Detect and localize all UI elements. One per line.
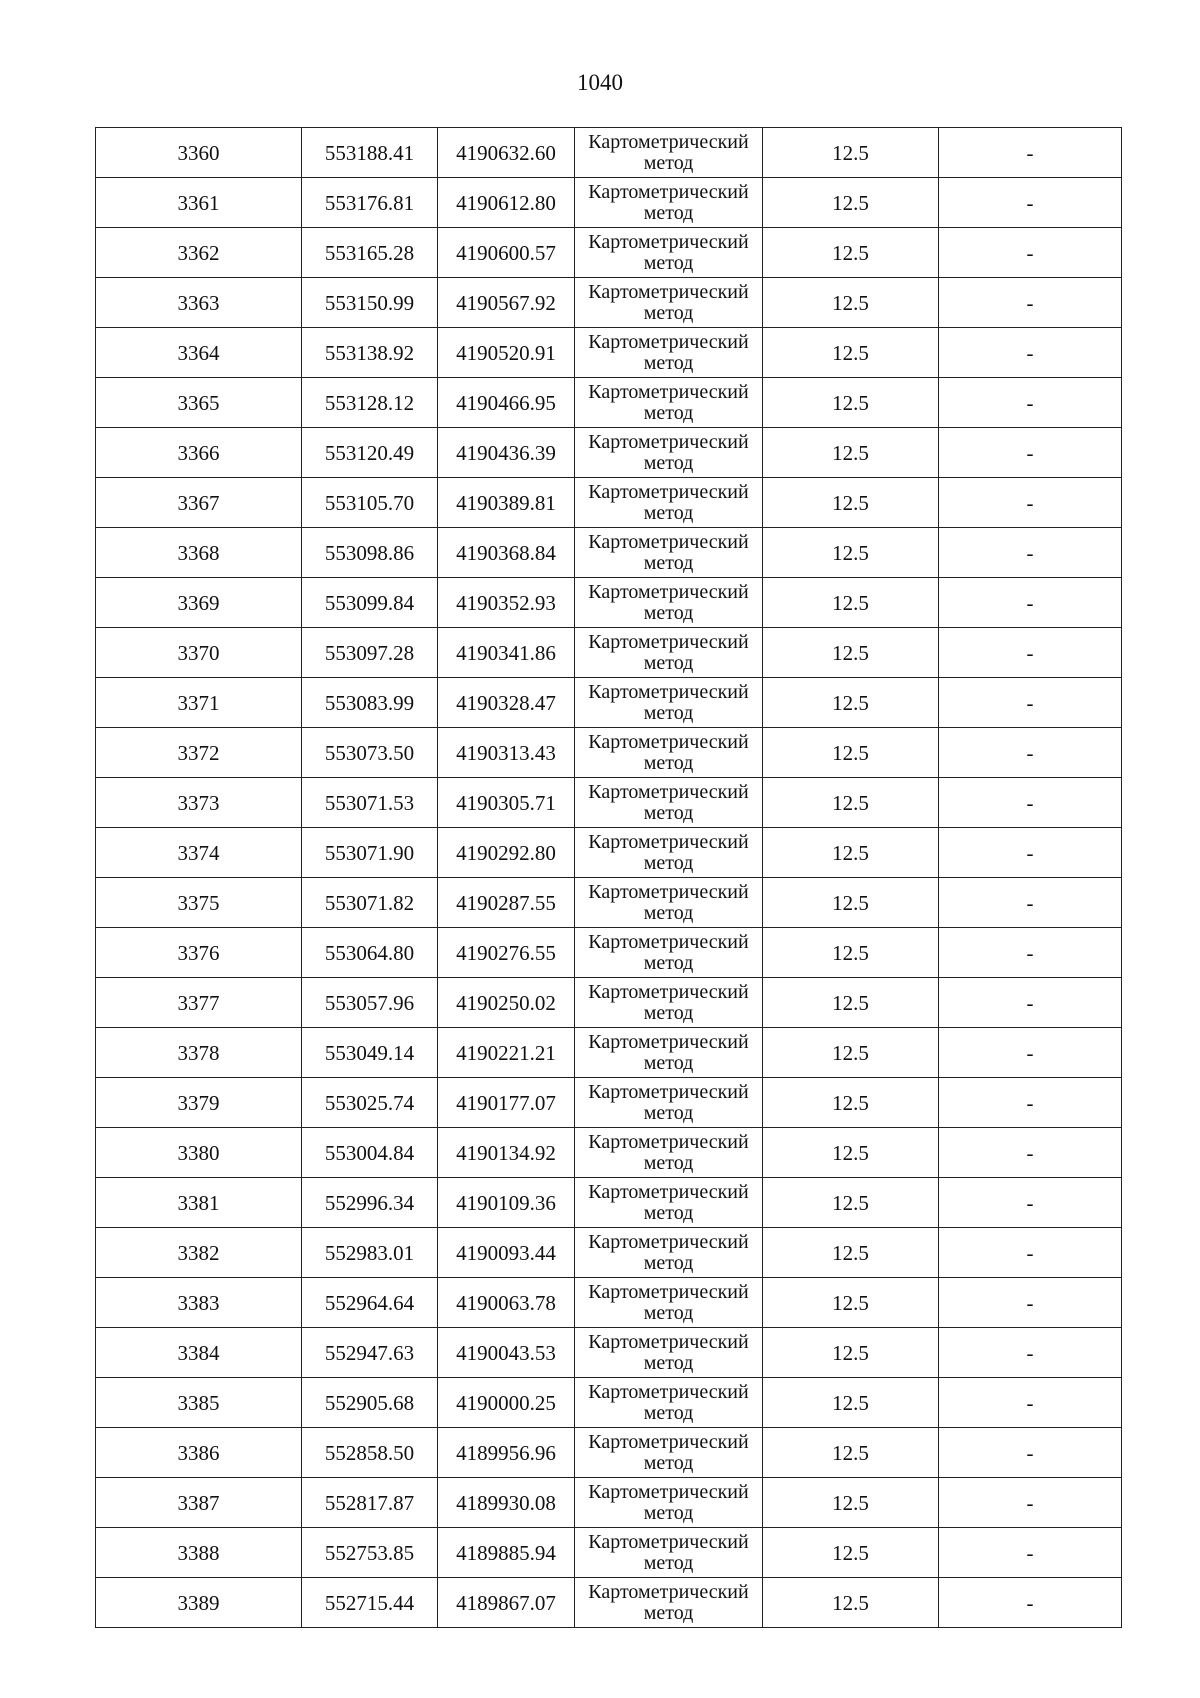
coordinates-table (95, 127, 1122, 1628)
x-coordinate-cell: 553150.99 (302, 278, 438, 328)
point-number-cell: 3365 (96, 378, 302, 428)
accuracy-cell: 12.5 (763, 1428, 939, 1478)
accuracy-cell: 12.5 (763, 928, 939, 978)
method-line-2: метод (643, 1451, 694, 1474)
accuracy-cell: 12.5 (763, 478, 939, 528)
note-cell: - (939, 928, 1122, 978)
y-coordinate-cell: 4190276.55 (438, 928, 575, 978)
table-row (96, 1078, 1122, 1128)
y-coordinate-cell: 4190389.81 (438, 478, 575, 528)
point-number-cell: 3373 (96, 778, 302, 828)
method-line-2: метод (643, 351, 694, 374)
y-coordinate-cell: 4190177.07 (438, 1078, 575, 1128)
page-number: 1040 (577, 70, 623, 95)
method-line-2: метод (643, 251, 694, 274)
method-cell (575, 428, 763, 478)
method-cell (575, 678, 763, 728)
note-cell: - (939, 128, 1122, 178)
method-line-1: Картометрический (588, 1530, 749, 1553)
accuracy-cell: 12.5 (763, 278, 939, 328)
note-cell: - (939, 1378, 1122, 1428)
method-line-1: Картометрический (588, 180, 749, 203)
y-coordinate-cell: 4190341.86 (438, 628, 575, 678)
method-cell (575, 1528, 763, 1578)
y-coordinate-cell: 4190287.55 (438, 878, 575, 928)
method-cell (575, 1328, 763, 1378)
method-cell (575, 578, 763, 628)
method-line-2: метод (643, 901, 694, 924)
method-line-2: метод (643, 401, 694, 424)
accuracy-cell: 12.5 (763, 678, 939, 728)
x-coordinate-cell: 553071.90 (302, 828, 438, 878)
method-line-2: метод (643, 1401, 694, 1424)
table-row (96, 678, 1122, 728)
x-coordinate-cell: 553176.81 (302, 178, 438, 228)
y-coordinate-cell: 4190352.93 (438, 578, 575, 628)
method-line-2: метод (643, 501, 694, 524)
y-coordinate-cell: 4190612.80 (438, 178, 575, 228)
y-coordinate-cell: 4190093.44 (438, 1228, 575, 1278)
x-coordinate-cell: 553071.82 (302, 878, 438, 928)
x-coordinate-cell: 552753.85 (302, 1528, 438, 1578)
note-cell: - (939, 1128, 1122, 1178)
note-cell: - (939, 478, 1122, 528)
note-cell: - (939, 1578, 1122, 1628)
accuracy-cell: 12.5 (763, 1228, 939, 1278)
point-number-cell: 3361 (96, 178, 302, 228)
method-cell (575, 1378, 763, 1428)
method-cell (575, 278, 763, 328)
table-row (96, 328, 1122, 378)
point-number-cell: 3372 (96, 728, 302, 778)
method-line-1: Картометрический (588, 780, 749, 803)
method-line-2: метод (643, 701, 694, 724)
x-coordinate-cell: 553064.80 (302, 928, 438, 978)
method-cell (575, 1478, 763, 1528)
point-number-cell: 3388 (96, 1528, 302, 1578)
accuracy-cell: 12.5 (763, 1028, 939, 1078)
method-line-1: Картометрический (588, 980, 749, 1003)
table-row (96, 1478, 1122, 1528)
y-coordinate-cell: 4190250.02 (438, 978, 575, 1028)
x-coordinate-cell: 553105.70 (302, 478, 438, 528)
accuracy-cell: 12.5 (763, 1478, 939, 1528)
method-line-2: метод (643, 801, 694, 824)
method-cell (575, 128, 763, 178)
accuracy-cell: 12.5 (763, 1578, 939, 1628)
method-cell (575, 378, 763, 428)
note-cell: - (939, 828, 1122, 878)
method-line-1: Картометрический (588, 330, 749, 353)
accuracy-cell: 12.5 (763, 378, 939, 428)
table-row (96, 178, 1122, 228)
accuracy-cell: 12.5 (763, 328, 939, 378)
method-line-1: Картометрический (588, 1330, 749, 1353)
x-coordinate-cell: 552905.68 (302, 1378, 438, 1428)
note-cell: - (939, 1478, 1122, 1528)
y-coordinate-cell: 4190632.60 (438, 128, 575, 178)
table-row (96, 1178, 1122, 1228)
method-cell (575, 528, 763, 578)
point-number-cell: 3362 (96, 228, 302, 278)
note-cell: - (939, 878, 1122, 928)
note-cell: - (939, 628, 1122, 678)
x-coordinate-cell: 553165.28 (302, 228, 438, 278)
x-coordinate-cell: 553128.12 (302, 378, 438, 428)
y-coordinate-cell: 4190000.25 (438, 1378, 575, 1428)
table-row (96, 878, 1122, 928)
note-cell: - (939, 178, 1122, 228)
x-coordinate-cell: 552858.50 (302, 1428, 438, 1478)
x-coordinate-cell: 553138.92 (302, 328, 438, 378)
y-coordinate-cell: 4190328.47 (438, 678, 575, 728)
note-cell: - (939, 378, 1122, 428)
accuracy-cell: 12.5 (763, 1128, 939, 1178)
method-cell (575, 1028, 763, 1078)
method-line-1: Картометрический (588, 1180, 749, 1203)
note-cell: - (939, 428, 1122, 478)
point-number-cell: 3374 (96, 828, 302, 878)
method-line-1: Картометрический (588, 1380, 749, 1403)
accuracy-cell: 12.5 (763, 128, 939, 178)
method-cell (575, 1578, 763, 1628)
method-line-2: метод (643, 1551, 694, 1574)
y-coordinate-cell: 4190305.71 (438, 778, 575, 828)
accuracy-cell: 12.5 (763, 178, 939, 228)
method-line-1: Картометрический (588, 1030, 749, 1053)
method-line-1: Картометрический (588, 730, 749, 753)
method-line-2: метод (643, 1501, 694, 1524)
method-cell (575, 928, 763, 978)
method-cell (575, 1128, 763, 1178)
point-number-cell: 3380 (96, 1128, 302, 1178)
method-line-1: Картометрический (588, 130, 749, 153)
table-row (96, 1228, 1122, 1278)
method-cell (575, 828, 763, 878)
point-number-cell: 3369 (96, 578, 302, 628)
method-cell (575, 328, 763, 378)
method-line-2: метод (643, 1601, 694, 1624)
note-cell: - (939, 1228, 1122, 1278)
method-cell (575, 228, 763, 278)
method-line-1: Картометрический (588, 380, 749, 403)
x-coordinate-cell: 553097.28 (302, 628, 438, 678)
note-cell: - (939, 328, 1122, 378)
point-number-cell: 3367 (96, 478, 302, 528)
method-line-2: метод (643, 301, 694, 324)
note-cell: - (939, 1278, 1122, 1328)
table-row (96, 1028, 1122, 1078)
point-number-cell: 3387 (96, 1478, 302, 1528)
accuracy-cell: 12.5 (763, 878, 939, 928)
method-line-2: метод (643, 551, 694, 574)
x-coordinate-cell: 553049.14 (302, 1028, 438, 1078)
point-number-cell: 3386 (96, 1428, 302, 1478)
table-row (96, 228, 1122, 278)
method-line-2: метод (643, 1001, 694, 1024)
accuracy-cell: 12.5 (763, 1528, 939, 1578)
y-coordinate-cell: 4190292.80 (438, 828, 575, 878)
accuracy-cell: 12.5 (763, 728, 939, 778)
note-cell: - (939, 778, 1122, 828)
note-cell: - (939, 728, 1122, 778)
y-coordinate-cell: 4190043.53 (438, 1328, 575, 1378)
method-line-2: метод (643, 201, 694, 224)
method-line-2: метод (643, 1151, 694, 1174)
method-line-2: метод (643, 851, 694, 874)
method-cell (575, 1278, 763, 1328)
method-line-1: Картометрический (588, 1430, 749, 1453)
point-number-cell: 3377 (96, 978, 302, 1028)
method-line-1: Картометрический (588, 1230, 749, 1253)
accuracy-cell: 12.5 (763, 1328, 939, 1378)
method-cell (575, 1178, 763, 1228)
point-number-cell: 3360 (96, 128, 302, 178)
table-row (96, 1128, 1122, 1178)
note-cell: - (939, 1528, 1122, 1578)
point-number-cell: 3384 (96, 1328, 302, 1378)
table-row (96, 1428, 1122, 1478)
point-number-cell: 3383 (96, 1278, 302, 1328)
method-line-1: Картометрический (588, 230, 749, 253)
method-line-1: Картометрический (588, 480, 749, 503)
method-line-1: Картометрический (588, 430, 749, 453)
y-coordinate-cell: 4190567.92 (438, 278, 575, 328)
x-coordinate-cell: 552983.01 (302, 1228, 438, 1278)
x-coordinate-cell: 553083.99 (302, 678, 438, 728)
table-row (96, 978, 1122, 1028)
table-row (96, 1378, 1122, 1428)
y-coordinate-cell: 4190520.91 (438, 328, 575, 378)
method-line-1: Картометрический (588, 530, 749, 553)
method-cell (575, 728, 763, 778)
y-coordinate-cell: 4190221.21 (438, 1028, 575, 1078)
point-number-cell: 3375 (96, 878, 302, 928)
accuracy-cell: 12.5 (763, 428, 939, 478)
point-number-cell: 3379 (96, 1078, 302, 1128)
table-row (96, 1528, 1122, 1578)
note-cell: - (939, 1178, 1122, 1228)
method-cell (575, 628, 763, 678)
y-coordinate-cell: 4190466.95 (438, 378, 575, 428)
point-number-cell: 3363 (96, 278, 302, 328)
y-coordinate-cell: 4189956.96 (438, 1428, 575, 1478)
y-coordinate-cell: 4190134.92 (438, 1128, 575, 1178)
y-coordinate-cell: 4190436.39 (438, 428, 575, 478)
accuracy-cell: 12.5 (763, 528, 939, 578)
x-coordinate-cell: 553120.49 (302, 428, 438, 478)
method-line-2: метод (643, 151, 694, 174)
point-number-cell: 3381 (96, 1178, 302, 1228)
point-number-cell: 3385 (96, 1378, 302, 1428)
table-row (96, 928, 1122, 978)
note-cell: - (939, 278, 1122, 328)
method-line-1: Картометрический (588, 630, 749, 653)
method-line-1: Картометрический (588, 1080, 749, 1103)
method-cell (575, 878, 763, 928)
x-coordinate-cell: 553004.84 (302, 1128, 438, 1178)
x-coordinate-cell: 552947.63 (302, 1328, 438, 1378)
method-line-2: метод (643, 1351, 694, 1374)
table-row (96, 728, 1122, 778)
table-row (96, 828, 1122, 878)
accuracy-cell: 12.5 (763, 228, 939, 278)
method-line-1: Картометрический (588, 880, 749, 903)
accuracy-cell: 12.5 (763, 1078, 939, 1128)
method-line-2: метод (643, 601, 694, 624)
table-row (96, 428, 1122, 478)
method-line-2: метод (643, 1251, 694, 1274)
table-row (96, 578, 1122, 628)
method-line-1: Картометрический (588, 580, 749, 603)
method-line-2: метод (643, 1051, 694, 1074)
y-coordinate-cell: 4190109.36 (438, 1178, 575, 1228)
table-row (96, 1328, 1122, 1378)
note-cell: - (939, 528, 1122, 578)
note-cell: - (939, 1078, 1122, 1128)
accuracy-cell: 12.5 (763, 778, 939, 828)
accuracy-cell: 12.5 (763, 628, 939, 678)
accuracy-cell: 12.5 (763, 1178, 939, 1228)
y-coordinate-cell: 4190368.84 (438, 528, 575, 578)
note-cell: - (939, 978, 1122, 1028)
accuracy-cell: 12.5 (763, 578, 939, 628)
point-number-cell: 3370 (96, 628, 302, 678)
method-cell (575, 778, 763, 828)
method-line-1: Картометрический (588, 930, 749, 953)
table-row (96, 1278, 1122, 1328)
table-row (96, 278, 1122, 328)
note-cell: - (939, 1028, 1122, 1078)
point-number-cell: 3368 (96, 528, 302, 578)
accuracy-cell: 12.5 (763, 978, 939, 1028)
method-cell (575, 1428, 763, 1478)
note-cell: - (939, 1328, 1122, 1378)
method-line-2: метод (643, 1301, 694, 1324)
x-coordinate-cell: 553099.84 (302, 578, 438, 628)
y-coordinate-cell: 4190600.57 (438, 228, 575, 278)
table-row (96, 778, 1122, 828)
table-row (96, 128, 1122, 178)
y-coordinate-cell: 4190313.43 (438, 728, 575, 778)
table-row (96, 378, 1122, 428)
method-line-1: Картометрический (588, 1130, 749, 1153)
note-cell: - (939, 228, 1122, 278)
method-line-2: метод (643, 951, 694, 974)
method-cell (575, 178, 763, 228)
accuracy-cell: 12.5 (763, 1278, 939, 1328)
method-line-2: метод (643, 751, 694, 774)
x-coordinate-cell: 553188.41 (302, 128, 438, 178)
method-cell (575, 1078, 763, 1128)
method-line-1: Картометрический (588, 1580, 749, 1603)
accuracy-cell: 12.5 (763, 1378, 939, 1428)
note-cell: - (939, 1428, 1122, 1478)
method-line-2: метод (643, 1101, 694, 1124)
method-line-2: метод (643, 451, 694, 474)
method-line-1: Картометрический (588, 1480, 749, 1503)
method-line-1: Картометрический (588, 830, 749, 853)
table-row (96, 628, 1122, 678)
x-coordinate-cell: 553057.96 (302, 978, 438, 1028)
point-number-cell: 3371 (96, 678, 302, 728)
method-line-1: Картометрический (588, 680, 749, 703)
point-number-cell: 3389 (96, 1578, 302, 1628)
accuracy-cell: 12.5 (763, 828, 939, 878)
point-number-cell: 3364 (96, 328, 302, 378)
x-coordinate-cell: 552715.44 (302, 1578, 438, 1628)
table-row (96, 528, 1122, 578)
x-coordinate-cell: 552964.64 (302, 1278, 438, 1328)
point-number-cell: 3376 (96, 928, 302, 978)
y-coordinate-cell: 4190063.78 (438, 1278, 575, 1328)
method-cell (575, 478, 763, 528)
x-coordinate-cell: 552817.87 (302, 1478, 438, 1528)
note-cell: - (939, 678, 1122, 728)
point-number-cell: 3382 (96, 1228, 302, 1278)
coordinates-table-body (96, 128, 1122, 1628)
table-row (96, 478, 1122, 528)
y-coordinate-cell: 4189885.94 (438, 1528, 575, 1578)
table-row (96, 1578, 1122, 1628)
note-cell: - (939, 578, 1122, 628)
x-coordinate-cell: 553073.50 (302, 728, 438, 778)
method-line-2: метод (643, 651, 694, 674)
y-coordinate-cell: 4189930.08 (438, 1478, 575, 1528)
x-coordinate-cell: 553098.86 (302, 528, 438, 578)
x-coordinate-cell: 553025.74 (302, 1078, 438, 1128)
y-coordinate-cell: 4189867.07 (438, 1578, 575, 1628)
method-line-2: метод (643, 1201, 694, 1224)
x-coordinate-cell: 552996.34 (302, 1178, 438, 1228)
method-cell (575, 1228, 763, 1278)
x-coordinate-cell: 553071.53 (302, 778, 438, 828)
method-cell (575, 978, 763, 1028)
point-number-cell: 3366 (96, 428, 302, 478)
method-line-1: Картометрический (588, 280, 749, 303)
point-number-cell: 3378 (96, 1028, 302, 1078)
method-line-1: Картометрический (588, 1280, 749, 1303)
